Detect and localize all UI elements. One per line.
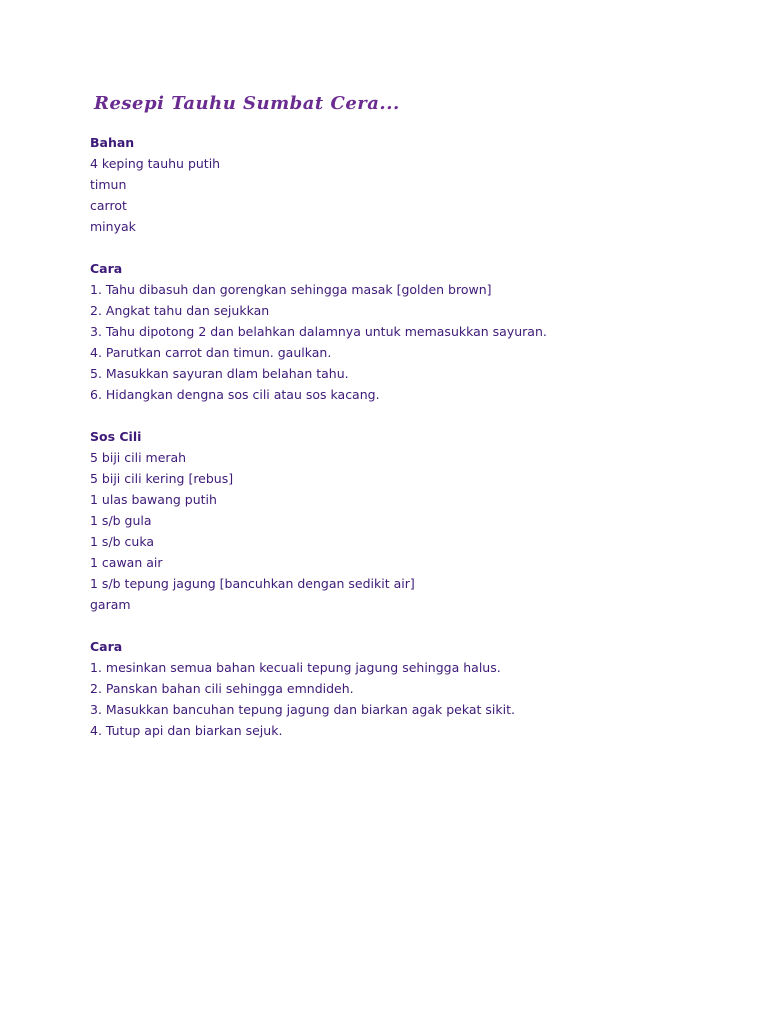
step-line: 3. Tahu dipotong 2 dan belahkan dalamnya untuk memasukkan sayuran. [90,324,547,339]
section-heading: Cara [90,639,123,654]
step-line: 5. Masukkan sayuran dlam belahan tahu. [90,366,349,381]
section-cara [90,258,730,405]
ingredient-line: 1 s/b cuka [90,534,155,549]
step-line: 1. Tahu dibasuh dan gorengkan sehingga masak [golden brown] [90,282,492,297]
section-bahan [90,132,730,237]
step-line: 2. Panskan bahan cili sehingga emndideh. [90,681,354,696]
document-body [90,132,730,762]
ingredient-line: 1 s/b tepung jagung [bancuhkan dengan sedikit air] [90,576,415,591]
section-heading: Sos Cili [90,429,142,444]
step-line: 4. Parutkan carrot dan timun. gaulkan. [90,345,332,360]
section-cara-sos [90,636,730,741]
ingredient-line: 1 ulas bawang putih [90,492,217,507]
ingredient-line: 1 cawan air [90,555,163,570]
section-heading: Cara [90,261,123,276]
ingredient-line: 1 s/b gula [90,513,152,528]
ingredient-line: 5 biji cili merah [90,450,187,465]
document-title: Resepi Tauhu Sumbat Cera... [94,93,400,114]
section-sos-cili [90,426,730,615]
step-line: 4. Tutup api dan biarkan sejuk. [90,723,283,738]
step-line: 2. Angkat tahu dan sejukkan [90,303,270,318]
ingredient-line: 4 keping tauhu putih [90,156,221,171]
step-line: 6. Hidangkan dengna sos cili atau sos kacang. [90,387,380,402]
ingredient-line: timun [90,177,127,192]
ingredient-line: minyak [90,219,136,234]
ingredient-line: 5 biji cili kering [rebus] [90,471,234,486]
step-line: 1. mesinkan semua bahan kecuali tepung jagung sehingga halus. [90,660,501,675]
step-line: 3. Masukkan bancuhan tepung jagung dan biarkan agak pekat sikit. [90,702,515,717]
ingredient-line: garam [90,597,131,612]
section-heading: Bahan [90,135,135,150]
ingredient-line: carrot [90,198,127,213]
